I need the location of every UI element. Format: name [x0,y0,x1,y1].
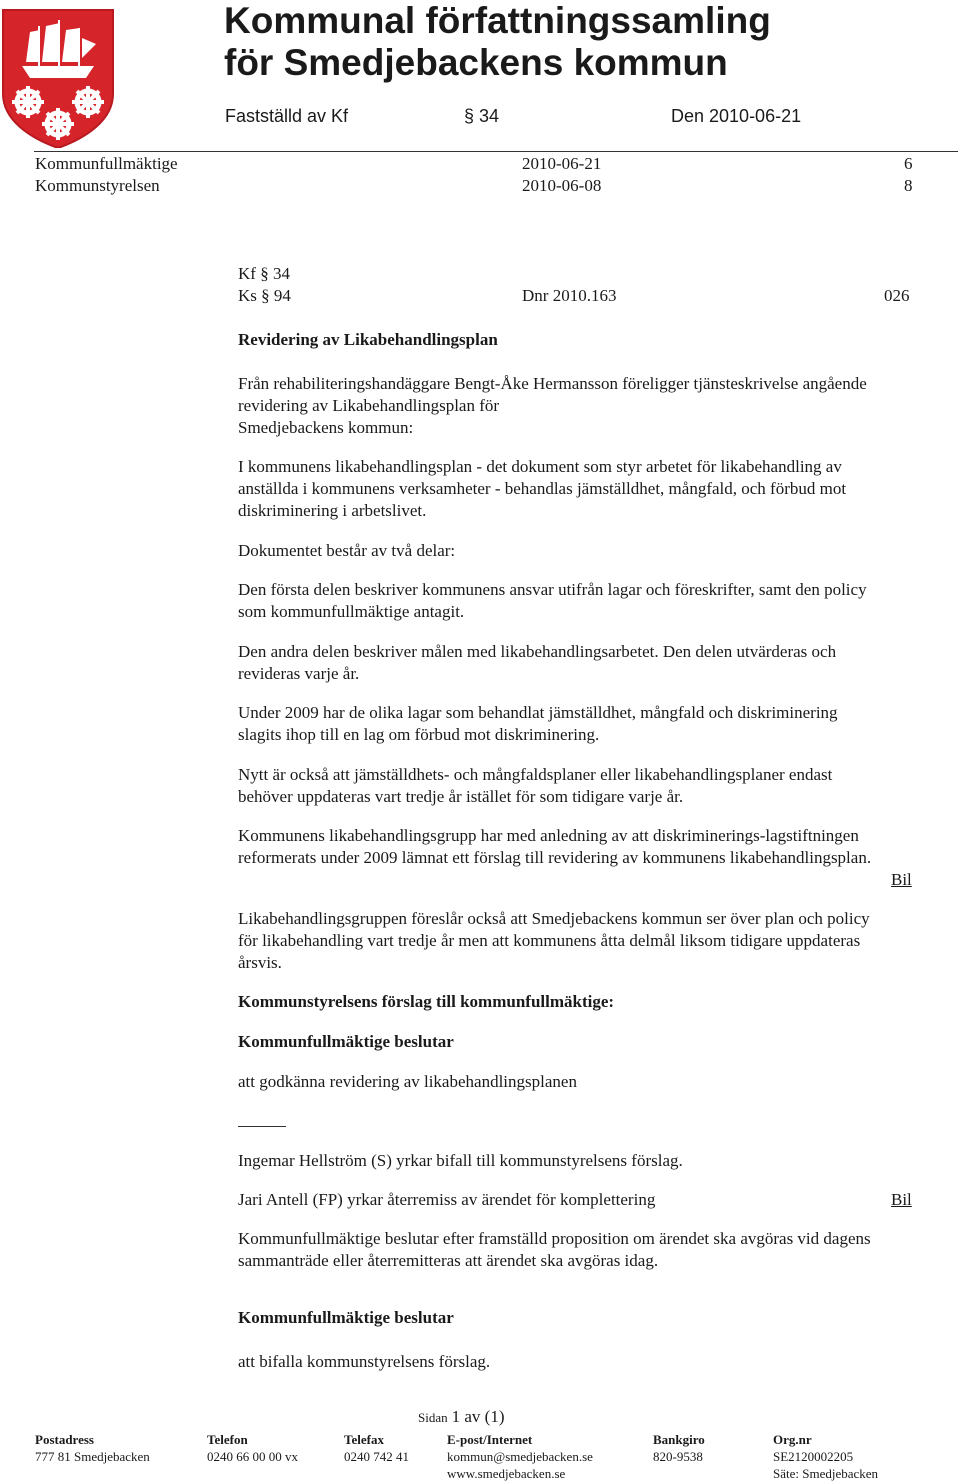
separator-rule [238,1126,286,1127]
paragraph-line: reformerats under 2009 lämnat ett förslag till revidering av kommunens likabehandlingsplan. [238,848,872,867]
ks-proposal-heading: Kommunstyrelsens förslag till kommunfullmäktige: [238,992,615,1011]
paragraph-line: Jari Antell (FP) yrkar återremiss av ärendet för komplettering [238,1190,656,1209]
paragraph-line: Kommunfullmäktige beslutar efter framställd proposition om ärendet ska avgöras vid dagens [238,1229,871,1248]
kf-paragraph: Kf § 34 [238,264,290,283]
footer-value: 0240 742 41 [344,1449,409,1464]
paragraph-line: för likabehandling vart tredje år men att kommunens åtta delmål liksom tidigare uppdateras [238,931,861,950]
decision-text: att bifalla kommunstyrelsens förslag. [238,1352,491,1371]
paragraph-line: I kommunens likabehandlingsplan - det dokument som styr arbetet för likabehandling av [238,457,842,476]
section-number: § 34 [464,106,500,126]
attachment-link[interactable]: Bil [891,870,912,889]
footer-value: Säte: Smedjebacken [773,1466,879,1481]
diary-number: Dnr 2010.163 [522,286,617,305]
paragraph-line: Dokumentet består av två delar: [238,541,456,560]
document-title-line-1: Kommunal författningssamling [224,0,771,41]
ks-paragraph: Ks § 94 [238,286,291,305]
reference-page: 8 [904,176,913,195]
reference-body: Kommunstyrelsen [35,176,160,195]
reference-page: 6 [904,154,913,173]
paragraph-line: anställda i kommunens verksamheter - behandlas jämställdhet, mångfald, och förbud mot [238,479,847,498]
paragraph-line: Nytt är också att jämställdhets- och mångfaldsplaner eller likabehandlingsplaner endast [238,765,833,784]
footer-website-link[interactable]: www.smedjebacken.se [447,1466,566,1481]
paragraph-line: Kommunens likabehandlingsgrupp har med anledning av att diskriminerings-lagstiftningen [238,826,859,845]
paragraph-line: revidering av Likabehandlingsplan för [238,396,500,415]
reference-date: 2010-06-08 [522,176,602,195]
footer-label-telefon: Telefon [207,1432,248,1447]
document-title-line-2: för Smedjebackens kommun [224,42,728,83]
kf-decides-heading: Kommunfullmäktige beslutar [238,1032,454,1051]
paragraph-line: Smedjebackens kommun: [238,418,414,437]
paragraph-line: Likabehandlingsgruppen föreslår också att Smedjebackens kommun ser över plan och policy [238,909,870,928]
paragraph-line: Den första delen beskriver kommunens ansvar utifrån lagar och föreskrifter, samt den policy [238,580,867,599]
established-date: Den 2010-06-21 [671,106,802,126]
footer-email-link[interactable]: kommun@smedjebacken.se [447,1449,593,1464]
paragraph-line: Under 2009 har de olika lagar som behandlat jämställdhet, mångfald och diskriminering [238,703,838,722]
paragraph-line: årsvis. [238,953,282,972]
page-number-prefix: Sidan [418,1410,448,1425]
footer-label-epost: E-post/Internet [447,1432,533,1447]
footer-value: 820-9538 [653,1449,703,1464]
footer-label-postadress: Postadress [35,1432,94,1447]
paragraph-line: behöver uppdateras vart tredje år istället för som tidigare varje år. [238,787,684,806]
paragraph-line: revideras varje år. [238,664,360,683]
footer-label-telefax: Telefax [344,1432,384,1447]
paragraph-line: sammanträde eller återremitteras att ärendet ska avgöras idag. [238,1251,659,1270]
attachment-link[interactable]: Bil [891,1190,912,1209]
footer-label-orgnr: Org.nr [773,1432,812,1447]
reference-date: 2010-06-21 [522,154,602,173]
paragraph-line: slagits ihop till en lag om förbud mot diskriminering. [238,725,600,744]
item-heading: Revidering av Likabehandlingsplan [238,330,498,349]
reference-body: Kommunfullmäktige [35,154,178,173]
paragraph-line: Ingemar Hellström (S) yrkar bifall till kommunstyrelsens förslag. [238,1151,683,1170]
page-number-value: 1 av (1) [451,1407,505,1426]
established-by: Fastställd av Kf [225,106,349,126]
municipal-coat-of-arms-icon [0,8,116,148]
decision-text: att godkänna revidering av likabehandlingsplanen [238,1072,577,1091]
paragraph-line: som kommunfullmäktige antagit. [238,602,465,621]
footer-value: SE2120002205 [773,1449,854,1464]
paragraph-line: diskriminering i arbetslivet. [238,501,427,520]
kf-decides-heading: Kommunfullmäktige beslutar [238,1308,454,1327]
paragraph-line: Den andra delen beskriver målen med likabehandlingsarbetet. Den delen utvärderas och [238,642,837,661]
classification-code: 026 [884,286,910,305]
page-number [418,1407,505,1427]
header-divider [34,151,958,152]
footer-value: 0240 66 00 00 vx [207,1449,298,1464]
paragraph-line: Från rehabiliteringshandäggare Bengt-Åke Hermansson föreligger tjänsteskrivelse angående [238,374,867,393]
footer-label-bankgiro: Bankgiro [653,1432,705,1447]
footer-value: 777 81 Smedjebacken [35,1449,150,1464]
